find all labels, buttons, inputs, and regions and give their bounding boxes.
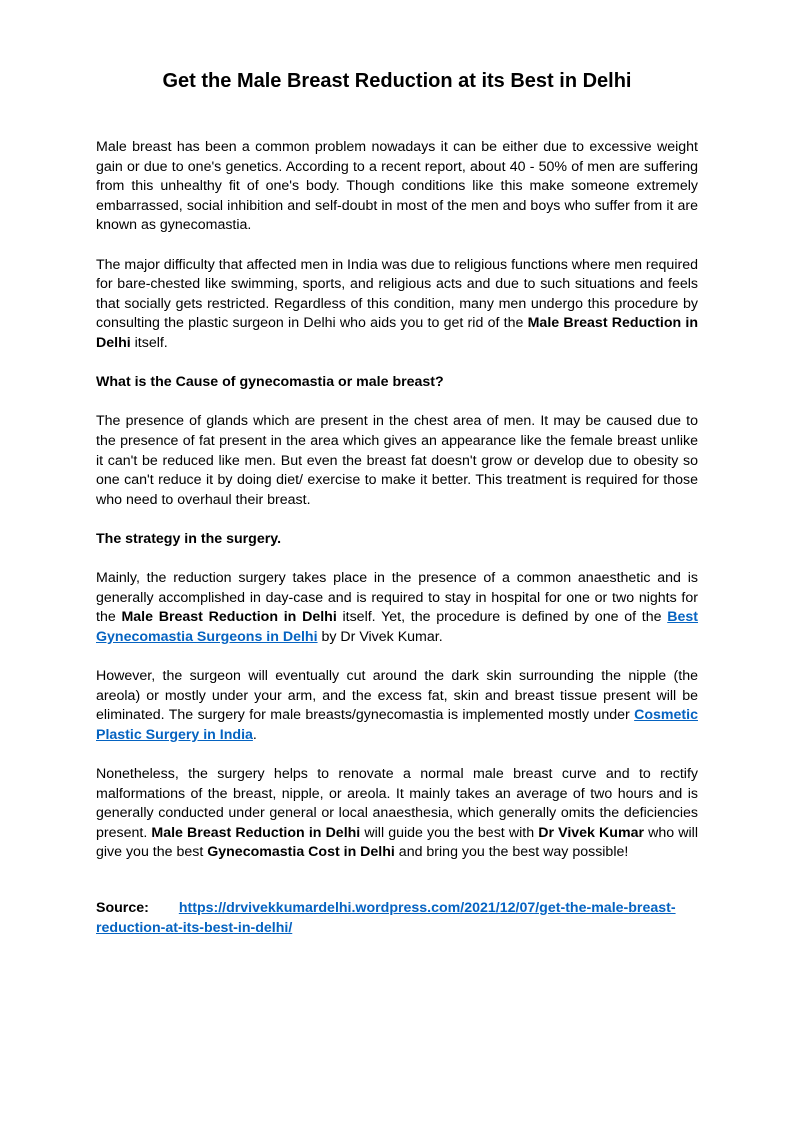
paragraph-difficulty [96,256,698,354]
source-line [96,899,698,938]
paragraph-cause: The presence of glands which are present in the chest area of men. It may be caused due to the presence of fat present in the area which gives an appearance like the female breast unlike it can't be reduced like men. But even the breast fat doesn't grow or develop due to obesity so one can't reduce it by doing diet/ exercise to make it better. This treatment is required for those who need to overhaul their breast. [96,413,698,508]
paragraph-conclusion [96,765,698,863]
section-heading-cause: What is the Cause of gynecomastia or male breast? [96,374,444,391]
source-url-link[interactable]: https://drvivekkumardelhi.wordpress.com/2021/12/07/get-the-male-breast-reduction-at-its-best-in-delhi/ [96,899,676,936]
bold-phrase: Male Breast Reduction in Delhi [96,315,698,351]
paragraph-procedure [96,667,698,745]
paragraph-text: . [252,726,257,743]
bold-phrase: Gynecomastia Cost in Delhi [207,844,395,861]
paragraph-text: Mainly, the reduction surgery takes place in the presence of a common anaesthetic and is generally accomplished in day-case and is required to stay in hospital for one or two nights for the [96,570,698,626]
paragraph-text: itself. [130,334,168,351]
paragraph-text: However, the surgeon will eventually cut around the dark skin surrounding the nipple (the areola) or mostly under your arm, and the excess fat, skin and breast tissue present will be eliminated. The surgery for male breasts/gynecomastia is implemented mostly under [96,668,698,724]
paragraph-strategy [96,569,698,647]
paragraph-text: by Dr Vivek Kumar. [317,628,443,645]
paragraph-text: who will give you the best [96,824,698,861]
paragraph-text: and bring you the best way possible! [394,844,629,861]
paragraph-text: itself. Yet, the procedure is defined by one of the [336,609,668,626]
bold-phrase: Male Breast Reduction in Delhi [151,824,361,841]
page-title: Get the Male Breast Reduction at its Best in Delhi [162,70,632,92]
source-label: Source: [96,899,149,916]
document-page [96,68,698,958]
paragraph-text: Nonetheless, the surgery helps to renovate a normal male breast curve and to rectify malformations of the breast, nipple, or areola. It mainly takes an average of two hours and is generally conducted under general or local anaesthesia, which generally omits the deficiencies present. [96,766,698,841]
paragraph-text: will guide you the best with [360,824,539,841]
bold-phrase: Male Breast Reduction in Delhi [121,609,337,626]
best-surgeons-link[interactable]: Best Gynecomastia Surgeons in Delhi [96,609,699,645]
doctor-name: Dr Vivek Kumar [538,824,644,841]
section-heading-strategy: The strategy in the surgery. [96,530,282,547]
paragraph-text: The major difficulty that affected men in India was due to religious functions where men required for bare-chested like swimming, sports, and religious acts and due to such situations and feels that socially gets restricted. Regardless of this condition, many men undergo this procedure by consulting the plastic surgeon in Delhi who aids you to get rid of the [96,256,698,332]
paragraph-intro: Male breast has been a common problem nowadays it can be either due to excessive weight gain or due to one's genetics. According to a recent report, about 40 - 50% of men are suffering from this unhealthy fit of one's body. Though conditions like this make someone extremely embarrassed, social inhibition and self-doubt in most of the men and boys who suffer from it are known as gynecomastia. [96,139,698,234]
cosmetic-surgery-link[interactable]: Cosmetic Plastic Surgery in India [96,707,698,743]
